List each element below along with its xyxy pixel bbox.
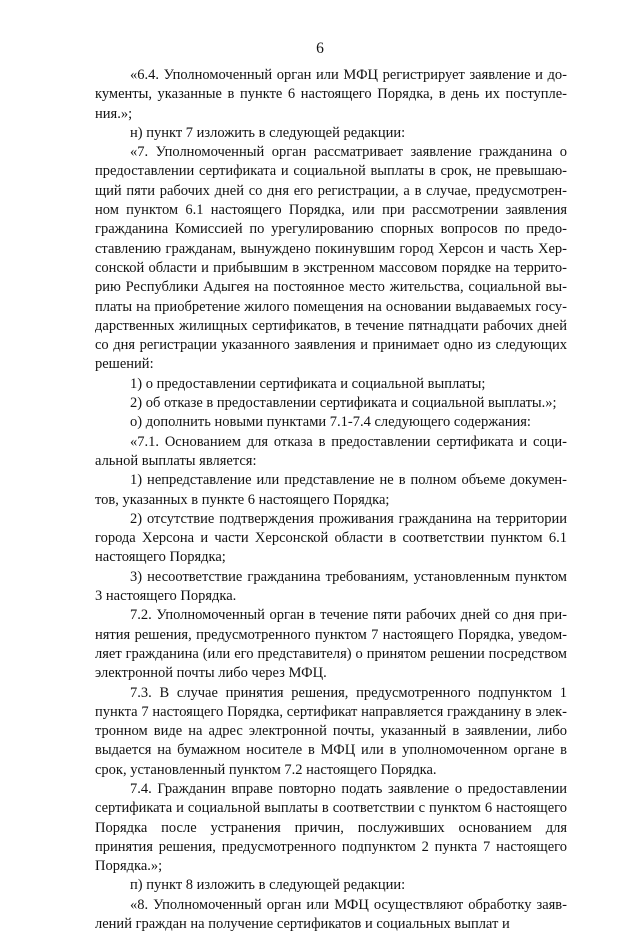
paragraph-7-1: «7.1. Основанием для отказа в предоставлении сертификата и социальной выплаты является: <box>95 433 567 469</box>
paragraph-7-option-1: 1) о предоставлении сертификата и социальной выплаты; <box>130 375 486 392</box>
paragraph-7-4: 7.4. Гражданин вправе повторно подать заявление о предоставлении сертификата и социальной выплаты в соответствии с пунктом 6 настоящего Порядка после устранения причин, послуживших основанием для принятия решения, предусмотренного подпунктом 2 пункта 7 настоящего Порядка.»; <box>95 780 567 875</box>
paragraph-item-p: п) пункт 8 изложить в следующей редакции: <box>130 877 406 894</box>
paragraph-6-4: «6.4. Уполномоченный орган или МФЦ регистрирует заявление и документы, указанные в пункте 6 настоящего Порядка, в день их поступления.»; <box>95 67 567 122</box>
paragraph-7-2: 7.2. Уполномоченный орган в течение пяти рабочих дней со дня принятия решения, предусмотренного пунктом 7 настоящего Порядка, уведомляет гражданина (или его представителя) о принятом решении посредством электронной почты либо через МФЦ. <box>95 607 567 682</box>
paragraph-7-1-reason-3: 3) несоответствие гражданина требованиям, установленным пунктом 3 настоящего Порядка. <box>95 568 567 605</box>
paragraph-7: «7. Уполномоченный орган рассматривает заявление гражданина о предоставлении сертификата и социальной выплаты в срок, не превышающий пяти рабочих дней со дня его регистрации, а в случае, предусмотренном пунктом 6.1 настоящего Порядка, или при рассмотрении заявления гражданина Комиссией по урегулированию спорных вопросов по предоставлению гражданам, вынуждено покинувшим город Херсон и часть Херсонской области и прибывшим в экстренном массовом порядке на территорию Республики Адыгея на постоянное место жительства, социальной выплаты на приобретение жилого помещения на основании выдаваемых государственных жилищных сертификатов, в течение пятнадцати рабочих дней со дня регистрации указанного заявления и принимает одно из следующих решений: <box>95 144 567 373</box>
paragraph-item-o: о) дополнить новыми пунктами 7.1-7.4 следующего содержания: <box>130 414 531 431</box>
paragraph-7-1-reason-1: 1) непредставление или представление не в полном объеме документов, указанных в пункте 6 настоящего Порядка; <box>95 472 567 508</box>
paragraph-7-3: 7.3. В случае принятия решения, предусмотренного подпунктом 1 пункта 7 настоящего Порядка, сертификат направляется гражданину в электронном виде на адрес электронной почты, указанный в заявлении, либо выдается на бумажном носителе в МФЦ или в уполномоченном органе в срок, установленный пунктом 7.2 настоящего Порядка. <box>95 684 567 778</box>
paragraph-item-n: н) пункт 7 изложить в следующей редакции: <box>130 124 406 141</box>
page-number: 6 <box>316 40 324 57</box>
document-body <box>95 66 567 934</box>
paragraph-8: «8. Уполномоченный орган или МФЦ осуществляют обработку заявлений граждан на получение сертификатов и социальных выплат и <box>95 896 567 933</box>
paragraph-7-1-reason-2: 2) отсутствие подтверждения проживания гражданина на территории города Херсона и части Херсонской области в соответствии пунктом 6.1 настоящего Порядка; <box>95 510 567 566</box>
paragraph-7-option-2: 2) об отказе в предоставлении сертификата и социальной выплаты.»; <box>130 395 557 412</box>
